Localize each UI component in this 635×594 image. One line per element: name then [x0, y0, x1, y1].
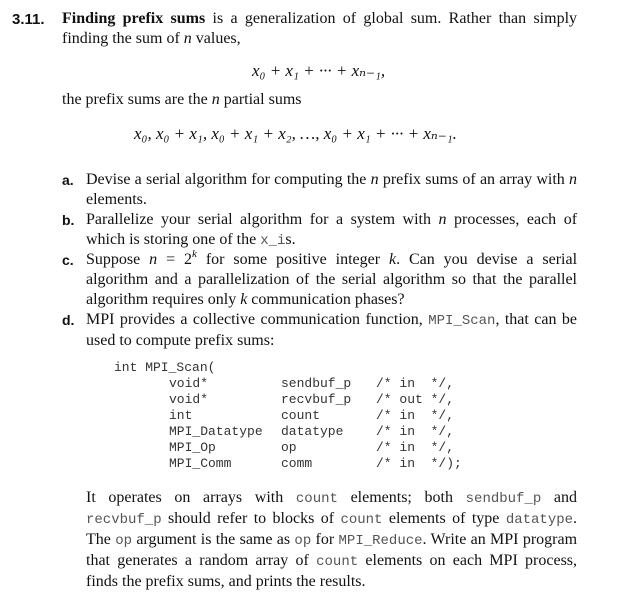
code-comment: /* in */);	[376, 456, 462, 471]
item-c-text-a: Suppose	[86, 251, 141, 268]
item-a-text-a: Devise a serial algorithm for computing the	[86, 171, 367, 188]
code-listing	[114, 360, 462, 472]
item-c-eq-lhs: n	[149, 251, 158, 268]
intro-text-a: is a generalization of global sum. Rather than simply finding the sum of	[62, 10, 578, 47]
code-signature-text: int MPI_Scan(	[114, 360, 216, 375]
closing-c8: MPI_Reduce	[338, 533, 423, 549]
code-signature	[114, 360, 216, 376]
code-row	[114, 376, 455, 392]
item-c-text-b: for some positive integer	[205, 251, 381, 268]
code-param: comm	[281, 456, 313, 471]
code-type: MPI_Comm	[169, 456, 232, 471]
item-d-text-a: MPI provides a collective communication function,	[86, 311, 423, 328]
code-param: recvbuf_p	[281, 392, 352, 407]
item-a	[62, 170, 577, 210]
item-a-text-b: prefix sums of an array with	[382, 171, 565, 188]
item-a-var2: n	[569, 171, 578, 188]
item-c-eq-mid: = 2	[157, 251, 192, 268]
code-row	[114, 440, 455, 456]
item-c	[62, 250, 577, 310]
item-b-var: n	[438, 211, 447, 228]
item-d-text-b: , that can be used to compute prefix sums:	[86, 311, 577, 349]
code-type: void*	[169, 392, 209, 407]
item-d-code: MPI_Scan	[428, 313, 496, 329]
closing-t7: argument is the same as	[136, 531, 291, 548]
code-comment: /* in */,	[376, 376, 455, 391]
closing-c4: count	[340, 512, 383, 528]
item-b-marker: b.	[62, 212, 75, 228]
code-comment: /* in */,	[376, 424, 455, 439]
closing-t6: . The	[86, 510, 578, 548]
code-comment: /* in */,	[376, 440, 455, 455]
exercise-title: Finding prefix sums	[62, 10, 206, 27]
closing-t8: for	[315, 531, 335, 548]
prefix-intro-a: the prefix sums are the	[62, 91, 208, 108]
item-b-text-b: processes, each of which is storing one of the	[86, 211, 578, 248]
item-d-marker: d.	[62, 312, 75, 328]
closing-c9: count	[316, 554, 359, 570]
closing-t3: and	[553, 489, 578, 506]
item-a-text-c: elements.	[86, 191, 147, 208]
exercise-intro	[62, 9, 577, 49]
closing-c7: op	[294, 533, 312, 549]
closing-c5: datatype	[505, 512, 574, 528]
sum-expression: x₀ + x₁ + ··· + xₙ₋₁,	[252, 61, 386, 80]
code-type: MPI_Op	[169, 440, 216, 455]
item-a-marker: a.	[62, 172, 74, 188]
item-c-eq-exp: k	[192, 248, 197, 260]
code-row	[114, 456, 462, 472]
prefix-intro-b: partial sums	[223, 91, 302, 108]
closing-t1: It operates on arrays with	[86, 489, 284, 506]
closing-c2: sendbuf_p	[465, 491, 542, 507]
code-param: datatype	[281, 424, 344, 439]
item-c-var2: k	[240, 291, 248, 308]
closing-paragraph	[86, 488, 577, 592]
item-d	[62, 310, 577, 351]
code-type: int	[169, 408, 193, 423]
code-type: void*	[169, 376, 209, 391]
closing-t9: . Write an MPI program that generates a random array of	[86, 531, 578, 569]
prefix-intro	[62, 90, 302, 110]
item-b	[62, 210, 577, 251]
code-param: sendbuf_p	[281, 376, 352, 391]
closing-c1: count	[295, 491, 338, 507]
item-b-text-c: s.	[285, 231, 296, 248]
code-comment: /* out */,	[376, 392, 455, 407]
item-c-text-d: communication phases?	[251, 291, 405, 308]
code-param: op	[281, 440, 297, 455]
prefix-expression: x₀, x₀ + x₁, x₀ + x₁ + x₂, …, x₀ + x₁ + ··· + xₙ₋₁.	[134, 124, 457, 143]
exercise-number: 3.11.	[12, 11, 45, 28]
item-c-text-c: . Can you devise a serial algorithm and a parallelization of the serial algorithm so that the parallel algorithm requires only	[86, 251, 578, 308]
code-row	[114, 424, 455, 440]
item-a-var: n	[370, 171, 379, 188]
intro-text-b: values,	[195, 30, 241, 47]
item-c-var: k	[388, 251, 397, 268]
item-b-text-a: Parallelize your serial algorithm for a system with	[86, 211, 431, 228]
code-comment: /* in */,	[376, 408, 455, 423]
closing-t10: elements on each MPI process, finds the prefix sums, and prints the results.	[86, 552, 578, 590]
closing-t4: should refer to blocks of	[168, 510, 335, 527]
closing-t5: elements of type	[388, 510, 500, 527]
code-type: MPI_Datatype	[169, 424, 263, 439]
prefix-intro-var: n	[211, 91, 220, 108]
code-row	[114, 392, 455, 408]
intro-var: n	[183, 30, 192, 47]
code-param: count	[281, 408, 321, 423]
closing-c6: op	[115, 533, 132, 549]
closing-t2: elements; both	[350, 489, 453, 506]
item-b-code: x_i	[260, 233, 286, 249]
item-c-marker: c.	[62, 252, 74, 268]
closing-c3: recvbuf_p	[86, 512, 162, 528]
code-row	[114, 408, 455, 424]
